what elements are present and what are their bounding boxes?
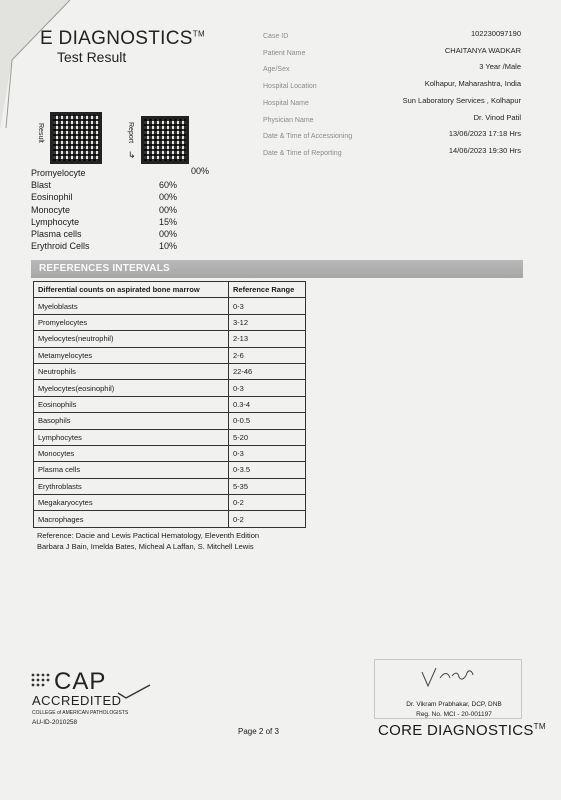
meta-value: Sun Laboratory Services , Kolhapur [402, 95, 521, 105]
column-header-count: Differential counts on aspirated bone marrow [34, 282, 229, 298]
table-row: Erythroblasts 5-35 [34, 478, 306, 494]
meta-label: Patient Name [263, 49, 306, 57]
meta-label: Age/Sex [263, 66, 290, 74]
table-row: Plasma cells 0-3.5 [34, 462, 306, 478]
table-row: Lymphocytes 5-20 [34, 429, 306, 445]
meta-label: Hospital Name [263, 99, 309, 107]
reference-table [33, 281, 306, 528]
handwritten-signature [418, 662, 478, 692]
page-fold-decoration [0, 0, 80, 130]
table-row: Myeloblasts 0-3 [34, 298, 306, 314]
page-subtitle: Test Result [57, 49, 127, 65]
result-row: Erythroid Cells 10% [31, 241, 178, 252]
doctor-registration: Reg. No. MCI - 20-001197 [416, 711, 492, 718]
patient-meta-values [403, 26, 521, 160]
table-row: Monocytes 0-3 [34, 445, 306, 461]
qr-report-label: Report [127, 122, 134, 144]
table-row: Macrophages 0-2 [34, 511, 306, 527]
result-row: Promyelocyte [31, 168, 86, 178]
table-header-row [34, 282, 306, 298]
result-row: Eosinophil 00% [31, 192, 178, 203]
result-row: Lymphocyte 15% [31, 216, 178, 227]
promyelocyte-value: 00% [191, 166, 210, 176]
table-row: Eosinophils 0.3-4 [34, 396, 306, 412]
doctor-name: Dr. Vikram Prabhakar, DCP, DNB [406, 701, 502, 708]
meta-value: 14/06/2023 19:30 Hrs [448, 145, 521, 155]
meta-value: CHAITANYA WADKAR [444, 45, 521, 55]
result-list [31, 167, 209, 252]
meta-value: Kolhapur, Maharashtra, India [424, 79, 521, 89]
cap-dots-icon [30, 672, 52, 690]
patient-meta-labels [263, 29, 352, 163]
reference-citation: Reference: Dacie and Lewis Pactical Hematology, Eleventh Edition Barbara J Bain, Imelda Bates, Micheal A Laffan, S. Mitchell Lewis [37, 531, 260, 551]
table-row: Megakaryocytes 0-2 [34, 495, 306, 511]
meta-value: 13/06/2023 17:18 Hrs [448, 129, 521, 139]
cap-id: AU-ID-2010258 [32, 719, 78, 726]
cap-word: CAP [54, 668, 107, 695]
meta-label: Case ID [263, 33, 289, 40]
result-qr-code[interactable] [50, 112, 102, 164]
table-row: Basophils 0-0.5 [34, 413, 306, 429]
meta-value: Dr. Vinod Patil [473, 112, 521, 122]
table-row: Myelocytes(neutrophil) 2-13 [34, 331, 306, 347]
checkmark-icon [116, 683, 152, 699]
download-arrow-icon: ↳ [128, 150, 136, 160]
footer-brand: CORE DIAGNOSTICS™ [378, 722, 546, 739]
meta-label: Physician Name [263, 116, 314, 124]
meta-label: Hospital Location [263, 83, 317, 91]
report-qr-code[interactable] [141, 116, 189, 164]
meta-value: 3 Year /Male [479, 62, 521, 72]
table-row: Neutrophils 22-46 [34, 363, 306, 379]
result-row: Monocyte 00% [31, 204, 178, 215]
doctor-signature-block [380, 700, 528, 720]
page-number: Page 2 of 3 [238, 727, 279, 736]
brand-title: E DIAGNOSTICS™ [40, 28, 205, 49]
meta-label: Date & Time of Accessioning [263, 133, 353, 141]
table-row: Promyelocytes 3-12 [34, 314, 306, 330]
meta-value: 102230097190 [470, 29, 521, 38]
cap-accredited: ACCREDITED [32, 693, 122, 708]
column-header-range: Reference Range [229, 282, 306, 298]
references-section-header: REFERENCES INTERVALS [31, 260, 523, 278]
result-row: Plasma cells 00% [31, 229, 178, 240]
meta-label: Date & Time of Reporting [263, 149, 342, 157]
cap-college: COLLEGE of AMERICAN PATHOLOGISTS [32, 710, 129, 716]
table-row: Myelocytes(eosinophil) 0-3 [34, 380, 306, 396]
qr-result-label: Result [37, 123, 44, 143]
result-row: Blast 60% [31, 180, 178, 191]
table-row: Metamyelocytes 2-6 [34, 347, 306, 363]
